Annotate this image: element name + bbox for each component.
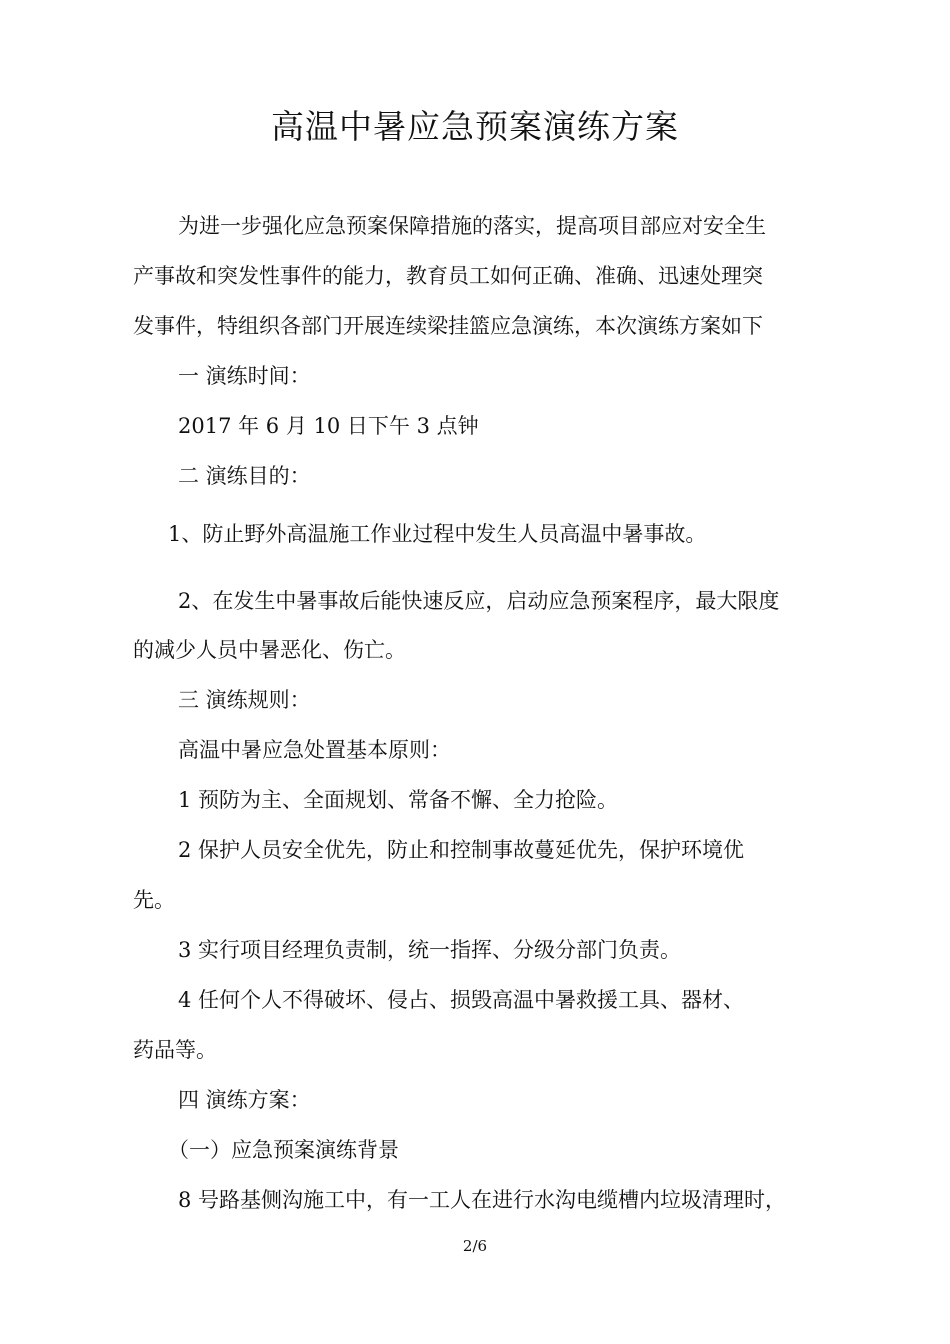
list-item: 3 实行项目经理负责制，统一指挥、分级分部门负责。 xyxy=(178,938,682,962)
document-title: 高温中暑应急预案演练方案 xyxy=(271,107,679,146)
paragraph-line: 为进一步强化应急预案保障措施的落实，提高项目部应对安全生 xyxy=(178,214,766,238)
paragraph-line: 2017 年 6 月 10 日下午 3 点钟 xyxy=(178,414,479,438)
section-heading-plan: 四 演练方案： xyxy=(178,1088,311,1112)
paragraph-line: 8 号路基侧沟施工中，有一工人在进行水沟电缆槽内垃圾清理时， xyxy=(178,1188,787,1212)
list-item: 1 预防为主、全面规划、常备不懈、全力抢险。 xyxy=(178,788,619,812)
page-number: 2/6 xyxy=(462,1237,488,1255)
section-heading-purpose: 二 演练目的： xyxy=(178,464,311,488)
paragraph-line: 先。 xyxy=(133,888,175,912)
paragraph-line: 发事件，特组织各部门开展连续梁挂篮应急演练，本次演练方案如下 xyxy=(133,314,763,338)
list-item: 4 任何个人不得破坏、侵占、损毁高温中暑救援工具、器材、 xyxy=(178,988,745,1012)
subsection-heading: （一）应急预案演练背景 xyxy=(168,1138,399,1162)
list-item: 1、防止野外高温施工作业过程中发生人员高温中暑事故。 xyxy=(168,522,707,546)
paragraph-line: 药品等。 xyxy=(133,1038,217,1062)
section-heading-rules: 三 演练规则： xyxy=(178,688,311,712)
list-item: 2、在发生中暑事故后能快速反应，启动应急预案程序，最大限度 xyxy=(178,589,780,613)
section-heading-time: 一 演练时间： xyxy=(178,364,311,388)
list-item: 2 保护人员安全优先，防止和控制事故蔓延优先，保护环境优 xyxy=(178,838,745,862)
paragraph-line: 高温中暑应急处置基本原则： xyxy=(178,738,451,762)
paragraph-line: 的减少人员中暑恶化、伤亡。 xyxy=(133,638,406,662)
paragraph-line: 产事故和突发性事件的能力，教育员工如何正确、准确、迅速处理突 xyxy=(133,264,763,288)
